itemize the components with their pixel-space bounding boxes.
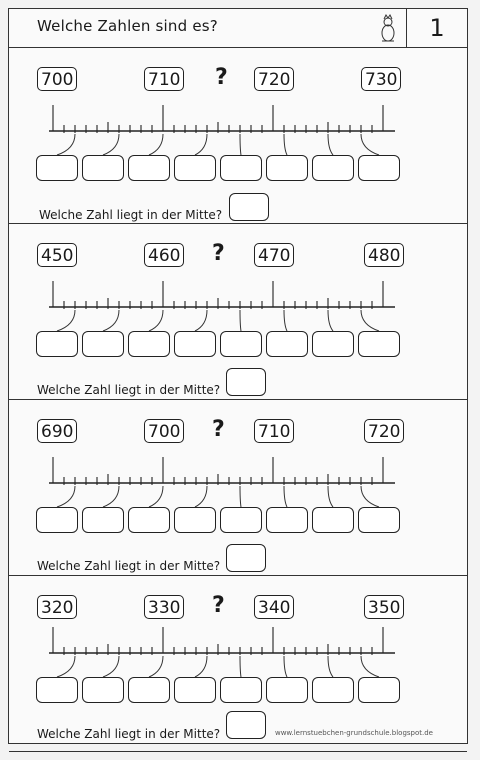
answer-box[interactable]: [82, 331, 124, 357]
mascot-icon: [377, 13, 399, 45]
connector-line: [195, 310, 207, 331]
answer-box[interactable]: [358, 331, 400, 357]
connector-line: [195, 134, 207, 155]
connector-line: [57, 310, 75, 331]
connector-line: [328, 656, 333, 677]
answer-box[interactable]: [220, 155, 262, 181]
connector-line: [284, 486, 287, 507]
connector-line: [149, 486, 163, 507]
answer-box[interactable]: [220, 507, 262, 533]
connector-line: [361, 656, 379, 677]
answer-box[interactable]: [36, 677, 78, 703]
answer-box[interactable]: [128, 507, 170, 533]
connector-line: [240, 310, 241, 331]
connector-line: [195, 656, 207, 677]
header: [9, 9, 467, 48]
answer-box[interactable]: [358, 155, 400, 181]
connector-line: [240, 134, 241, 155]
middle-answer-box[interactable]: [226, 368, 266, 396]
connector-line: [57, 134, 75, 155]
answer-box[interactable]: [36, 155, 78, 181]
answer-box[interactable]: [266, 677, 308, 703]
question-text: Welche Zahl liegt in der Mitte?: [37, 383, 221, 397]
number-label: 700: [144, 419, 184, 443]
answer-box[interactable]: [174, 331, 216, 357]
number-label: 720: [364, 419, 404, 443]
number-label: 710: [254, 419, 294, 443]
number-label: 460: [144, 243, 184, 267]
number-label: 720: [254, 67, 294, 91]
question-text: Welche Zahl liegt in der Mitte?: [37, 559, 221, 573]
answer-box[interactable]: [36, 507, 78, 533]
answer-box[interactable]: [36, 331, 78, 357]
connector-line: [361, 134, 379, 155]
number-label: 350: [364, 595, 404, 619]
answer-box[interactable]: [312, 331, 354, 357]
number-label: 320: [37, 595, 77, 619]
answer-box[interactable]: [82, 155, 124, 181]
answer-box[interactable]: [312, 677, 354, 703]
answer-box[interactable]: [128, 677, 170, 703]
connector-line: [103, 656, 119, 677]
answer-box[interactable]: [312, 507, 354, 533]
page-number: 1: [406, 9, 467, 47]
question-mark: ?: [212, 593, 225, 618]
answer-box[interactable]: [174, 677, 216, 703]
number-label: 730: [361, 67, 401, 91]
connector-line: [328, 486, 333, 507]
question-text: Welche Zahl liegt in der Mitte?: [39, 208, 223, 222]
question-mark: ?: [212, 241, 225, 266]
connector-line: [284, 656, 287, 677]
answer-box[interactable]: [358, 677, 400, 703]
connector-line: [103, 486, 119, 507]
middle-answer-box[interactable]: [226, 544, 266, 572]
page-title: Welche Zahlen sind es?: [37, 17, 218, 35]
connector-line: [240, 486, 241, 507]
number-label: 450: [37, 243, 77, 267]
answer-box[interactable]: [220, 677, 262, 703]
exercise-1: [9, 47, 467, 224]
answer-box[interactable]: [82, 677, 124, 703]
number-label: 710: [144, 67, 184, 91]
connector-line: [361, 310, 379, 331]
connector-line: [149, 134, 163, 155]
answer-box[interactable]: [358, 507, 400, 533]
number-label: 340: [254, 595, 294, 619]
answer-box[interactable]: [266, 507, 308, 533]
question-mark: ?: [212, 417, 225, 442]
number-label: 480: [364, 243, 404, 267]
footer-url: www.lernstuebchen-grundschule.blogspot.de: [274, 729, 433, 737]
exercise-4: [9, 575, 467, 752]
connector-line: [103, 310, 119, 331]
number-label: 470: [254, 243, 294, 267]
answer-box[interactable]: [128, 331, 170, 357]
exercise-3: [9, 399, 467, 576]
middle-answer-box[interactable]: [226, 711, 266, 739]
connector-line: [149, 310, 163, 331]
connector-line: [57, 486, 75, 507]
worksheet: [8, 8, 468, 744]
connector-line: [195, 486, 207, 507]
answer-box[interactable]: [266, 155, 308, 181]
middle-answer-box[interactable]: [229, 193, 269, 221]
answer-box[interactable]: [82, 507, 124, 533]
connector-line: [361, 486, 379, 507]
exercise-2: [9, 223, 467, 400]
answer-box[interactable]: [266, 331, 308, 357]
answer-box[interactable]: [128, 155, 170, 181]
question-mark: ?: [215, 65, 228, 90]
connector-line: [149, 656, 163, 677]
number-label: 700: [37, 67, 77, 91]
connector-line: [284, 310, 287, 331]
number-label: 330: [144, 595, 184, 619]
answer-box[interactable]: [220, 331, 262, 357]
connector-line: [103, 134, 119, 155]
connector-line: [328, 310, 333, 331]
number-label: 690: [37, 419, 77, 443]
connector-line: [284, 134, 287, 155]
answer-box[interactable]: [174, 155, 216, 181]
connector-line: [57, 656, 75, 677]
answer-box[interactable]: [174, 507, 216, 533]
question-text: Welche Zahl liegt in der Mitte?: [37, 727, 221, 741]
connector-line: [328, 134, 333, 155]
answer-box[interactable]: [312, 155, 354, 181]
connector-line: [240, 656, 241, 677]
